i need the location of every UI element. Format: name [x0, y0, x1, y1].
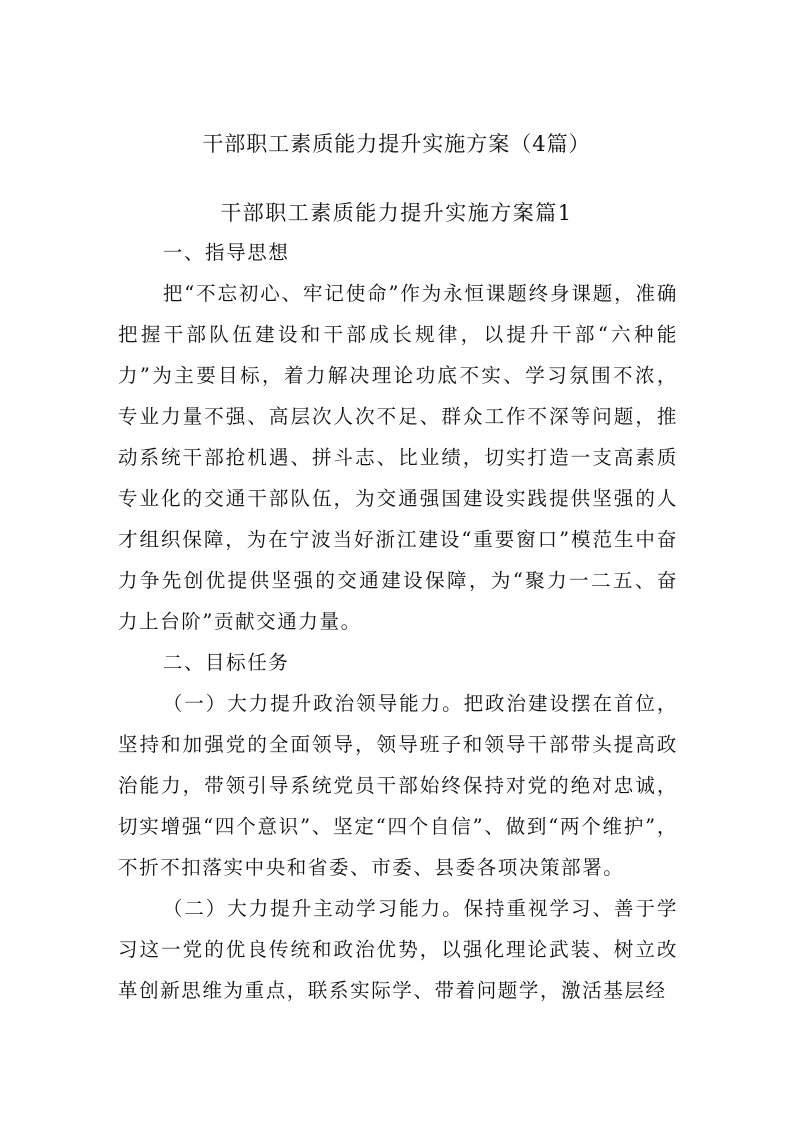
- document-body: [118, 232, 678, 1011]
- heading-goals-tasks: 二、目标任务: [162, 651, 290, 674]
- document-title: 干部职工素质能力提升实施方案（4篇）: [202, 132, 591, 156]
- paragraph-political-leadership: （一）大力提升政治领导能力。把政治建设摆在首位，坚持和加强党的全面领导，领导班子和领导干部带头提高政治能力，带领引导系统党员干部始终保持对党的绝对忠诚，切实增强“四个意识”、坚定“四个自信”、做到“两个维护”，不折不扣落实中央和省委、市委、县委各项决策部署。: [118, 692, 678, 879]
- paragraph-active-learning: （二）大力提升主动学习能力。保持重视学习、善于学习这一党的优良传统和政治优势，以强化理论武装、树立改革创新思维为重点，联系实际学、带着问题学，激活基层经: [118, 897, 678, 1002]
- section-title: 干部职工素质能力提升实施方案篇1: [220, 201, 573, 225]
- heading-guiding-ideology: 一、指导思想: [162, 241, 290, 264]
- paragraph-guiding-ideology: 把“不忘初心、牢记使命”作为永恒课题终身课题，准确把握干部队伍建设和干部成长规律，以提升干部“六种能力”为主要目标，着力解决理论功底不实、学习氛围不浓，专业力量不强、高层次人次不足、群众工作不深等问题，推动系统干部抢机遇、拼斗志、比业绩，切实打造一支高素质专业化的交通干部队伍，为交通强国建设实践提供坚强的人才组织保障，为在宁波当好浙江建设“重要窗口”模范生中奋力争先创优提供坚强的交通建设保障，为“聚力一二五、奋力上台阶”贡献交通力量。: [118, 282, 678, 633]
